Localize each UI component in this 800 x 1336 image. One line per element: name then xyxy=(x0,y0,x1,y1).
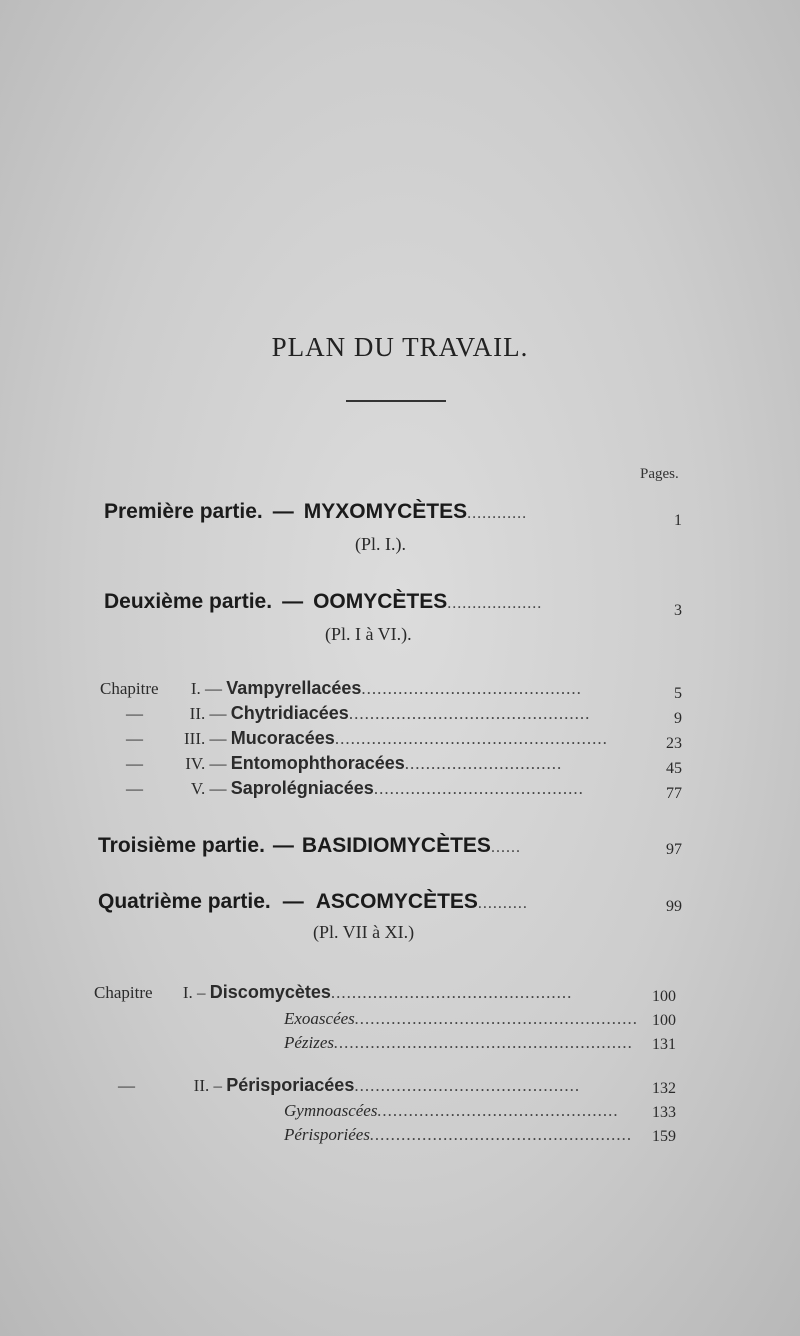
sub-entry-row: Exoascées...................................................... xyxy=(284,1009,639,1028)
chapter-row: — IV. — Entomophthoracées.............................. xyxy=(126,753,563,773)
chapter-name: Saprolégniacées xyxy=(230,778,374,798)
title-rule xyxy=(346,400,446,402)
chapter-number: II. xyxy=(193,1076,210,1095)
chapter-number: I. xyxy=(190,679,201,698)
page-number: 133 xyxy=(652,1104,676,1121)
part-label: Troisième partie. xyxy=(98,834,265,857)
chapter-number: I. xyxy=(182,983,193,1002)
part-label: Quatrième partie. xyxy=(98,890,271,913)
chapter-name: Mucoracées xyxy=(230,728,335,748)
part-name: BASIDIOMYCÈTES xyxy=(301,834,491,857)
page-number: 131 xyxy=(652,1036,676,1053)
chapter-prefix: — xyxy=(118,1076,135,1095)
part-row: Troisième partie. — BASIDIOMYCÈTES...... xyxy=(98,834,521,857)
chapter-prefix: Chapitre xyxy=(100,679,159,698)
chapter-name: Périsporiacées xyxy=(226,1075,355,1095)
sub-entry-name: Périsporiées xyxy=(284,1125,370,1144)
page-number: 100 xyxy=(652,988,676,1005)
page-number: 5 xyxy=(674,685,682,702)
chapter-number: IV. xyxy=(185,754,206,773)
page-number: 9 xyxy=(674,710,682,727)
sub-entry-name: Exoascées xyxy=(284,1009,355,1028)
chapter-row: Chapitre I. – Discomycètes.............................................. xyxy=(94,982,573,1002)
chapter-number: II. xyxy=(189,704,206,723)
chapter-row: Chapitre I. — Vampyrellacées.......................................... xyxy=(100,678,582,698)
chapter-name: Chytridiacées xyxy=(230,703,349,723)
sub-entry-name: Gymnoascées xyxy=(284,1101,378,1120)
part-row: Quatrième partie. — ASCOMYCÈTES.......... xyxy=(98,890,528,913)
chapter-row: — III. — Mucoracées.................................................... xyxy=(126,728,608,748)
chapter-row: — V. — Saprolégniacées........................................ xyxy=(126,778,584,798)
page-number: 1 xyxy=(674,512,682,529)
chapter-prefix: — xyxy=(126,704,143,723)
page-number: 97 xyxy=(666,841,682,858)
chapter-prefix: — xyxy=(126,754,143,773)
page-number: 159 xyxy=(652,1128,676,1145)
part-label: Deuxième partie. xyxy=(104,590,273,613)
sub-entry-row: Gymnoascées.............................................. xyxy=(284,1101,619,1120)
chapter-name: Entomophthoracées xyxy=(230,753,405,773)
part-dash: — xyxy=(272,500,294,523)
part-plates: (Pl. I à VI.). xyxy=(325,624,412,644)
chapter-prefix: — xyxy=(126,729,143,748)
sub-entry-name: Pézizes xyxy=(284,1033,335,1052)
part-dash: — xyxy=(272,834,294,857)
page-number: 23 xyxy=(666,735,682,752)
chapter-prefix: Chapitre xyxy=(94,983,153,1002)
part-name: OOMYCÈTES xyxy=(313,590,448,613)
part-plates: (Pl. VII à XI.) xyxy=(313,922,415,942)
chapter-row: — II. – Périsporiacées........................................... xyxy=(118,1075,581,1095)
sub-entry-row: Périsporiées.................................................. xyxy=(284,1125,633,1144)
page-number: 132 xyxy=(652,1080,676,1097)
part-row: Deuxième partie. — OOMYCÈTES................... xyxy=(104,590,543,613)
part-dash: — xyxy=(282,890,304,913)
part-name: MYXOMYCÈTES xyxy=(303,500,468,523)
part-name: ASCOMYCÈTES xyxy=(315,890,478,913)
page-title: PLAN DU TRAVAIL. xyxy=(271,332,529,362)
chapter-prefix: — xyxy=(126,779,143,798)
page-number: 3 xyxy=(674,602,682,619)
page-number: 99 xyxy=(666,898,682,915)
pages-column-header: Pages. xyxy=(640,466,679,482)
chapter-number: III. xyxy=(184,729,206,748)
page-number: 45 xyxy=(666,760,682,777)
page-number: 77 xyxy=(666,785,682,802)
page-number: 100 xyxy=(652,1012,676,1029)
part-label: Première partie. xyxy=(104,500,263,523)
sub-entry-row: Pézizes......................................................... xyxy=(284,1033,634,1052)
chapter-name: Discomycètes xyxy=(209,982,331,1002)
part-plates: (Pl. I.). xyxy=(355,534,406,554)
chapter-row: — II. — Chytridiacées.............................................. xyxy=(126,703,591,723)
chapter-number: V. xyxy=(190,779,206,798)
part-dash: — xyxy=(282,590,304,613)
part-row: Première partie. — MYXOMYCÈTES............ xyxy=(104,500,528,523)
chapter-name: Vampyrellacées xyxy=(226,678,362,698)
